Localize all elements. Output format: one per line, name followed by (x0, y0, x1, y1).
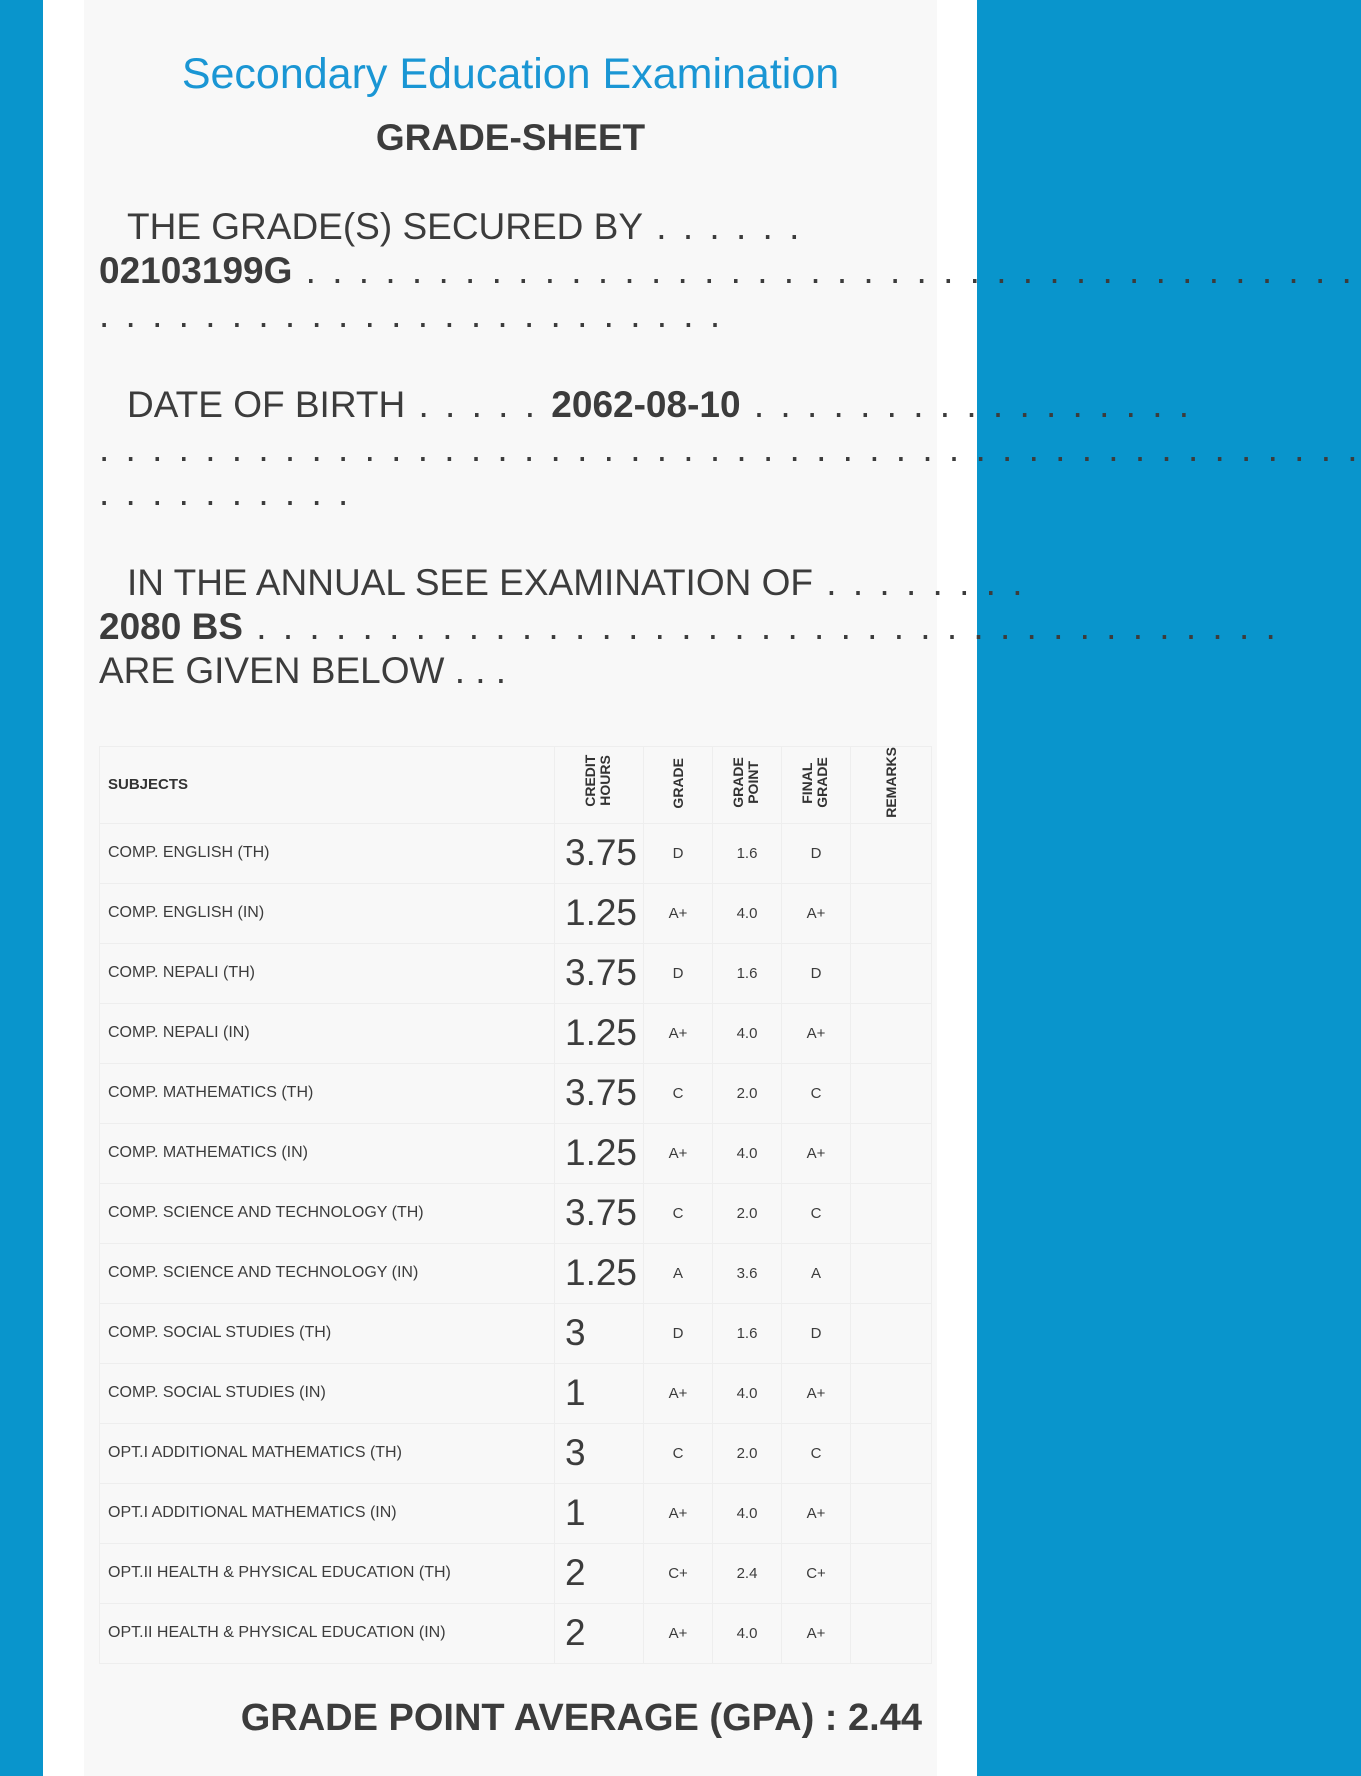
subject-cell: COMP. SOCIAL STUDIES (TH) (100, 1303, 555, 1363)
credit-hours-cell: 1 (555, 1363, 644, 1423)
grade-cell: C (644, 1183, 713, 1243)
credit-hours-cell: 3.75 (555, 943, 644, 1003)
remarks-cell (851, 1123, 932, 1183)
remarks-cell (851, 1303, 932, 1363)
remarks-cell (851, 1603, 932, 1663)
grade-cell: D (644, 823, 713, 883)
subject-cell: COMP. MATHEMATICS (TH) (100, 1063, 555, 1123)
grade-point-cell: 1.6 (713, 823, 782, 883)
credit-hours-cell: 1.25 (555, 1123, 644, 1183)
exam-label: IN THE ANNUAL SEE EXAMINATION OF (127, 562, 813, 603)
credit-hours-cell: 3.75 (555, 1183, 644, 1243)
grade-point-cell: 4.0 (713, 1483, 782, 1543)
grade-cell: A+ (644, 883, 713, 943)
grade-cell: A+ (644, 1123, 713, 1183)
credit-hours-cell: 3 (555, 1303, 644, 1363)
exam-section: IN THE ANNUAL SEE EXAMINATION OF . . . . . . . . 2080 BS . . . . . . . . . . . . . . . . . . . . . . . . . . . . . . . . . . . . . . . ARE GIVEN BELOW . . . (99, 562, 1279, 691)
header-credit-hours: CREDIT HOURS (582, 754, 613, 807)
grade-cell: C (644, 1423, 713, 1483)
grade-point-cell: 2.0 (713, 1183, 782, 1243)
credit-hours-cell: 1 (555, 1483, 644, 1543)
final-grade-cell: D (782, 943, 851, 1003)
header-final-grade: FINAL GRADE (799, 757, 830, 809)
final-grade-cell: A+ (782, 883, 851, 943)
credit-hours-cell: 1.25 (555, 883, 644, 943)
table-header-row (100, 747, 932, 824)
grade-point-cell: 2.0 (713, 1063, 782, 1123)
dob-label: DATE OF BIRTH (127, 384, 406, 425)
final-grade-cell: A+ (782, 1483, 851, 1543)
table-row (100, 943, 932, 1003)
grade-cell: A+ (644, 1483, 713, 1543)
grade-point-cell: 4.0 (713, 883, 782, 943)
grade-cell: D (644, 943, 713, 1003)
final-grade-cell: A+ (782, 1363, 851, 1423)
final-grade-cell: A+ (782, 1003, 851, 1063)
final-grade-cell: C (782, 1183, 851, 1243)
remarks-cell (851, 1483, 932, 1543)
table-row (100, 1243, 932, 1303)
table-row (100, 1603, 932, 1663)
subject-cell: OPT.I ADDITIONAL MATHEMATICS (IN) (100, 1483, 555, 1543)
subject-cell: OPT.II HEALTH & PHYSICAL EDUCATION (TH) (100, 1543, 555, 1603)
grade-cell: A+ (644, 1003, 713, 1063)
header-remarks: REMARKS (882, 747, 899, 818)
remarks-cell (851, 1183, 932, 1243)
grade-point-cell: 4.0 (713, 1603, 782, 1663)
credit-hours-cell: 3.75 (555, 823, 644, 883)
final-grade-cell: D (782, 823, 851, 883)
table-row (100, 1303, 932, 1363)
dob-value: 2062-08-10 (551, 384, 741, 425)
grade-cell: A (644, 1243, 713, 1303)
table-row (100, 1183, 932, 1243)
grade-point-cell: 1.6 (713, 943, 782, 1003)
table-row (100, 883, 932, 943)
subject-cell: COMP. SCIENCE AND TECHNOLOGY (TH) (100, 1183, 555, 1243)
table-row (100, 1363, 932, 1423)
final-grade-cell: C+ (782, 1543, 851, 1603)
secured-by-label: THE GRADE(S) SECURED BY (127, 206, 644, 247)
credit-hours-cell: 2 (555, 1543, 644, 1603)
final-grade-cell: D (782, 1303, 851, 1363)
subject-cell: COMP. ENGLISH (IN) (100, 883, 555, 943)
credit-hours-cell: 1.25 (555, 1003, 644, 1063)
grade-cell: C (644, 1063, 713, 1123)
remarks-cell (851, 1063, 932, 1123)
exam-year: 2080 BS (99, 606, 243, 647)
header-grade: GRADE (669, 757, 686, 809)
remarks-cell (851, 1003, 932, 1063)
grade-cell: D (644, 1303, 713, 1363)
subject-cell: COMP. ENGLISH (TH) (100, 823, 555, 883)
header-grade-point: GRADE POINT (730, 757, 761, 809)
remarks-cell (851, 823, 932, 883)
grade-cell: C+ (644, 1543, 713, 1603)
secured-by-section: THE GRADE(S) SECURED BY . . . . . . 02103199G . . . . . . . . . . . . . . . . . . . . . . . . . . . . . . . . . . . . . . . . . . . . . . . . . . . . . . . . . . . . . . . . (99, 206, 1355, 335)
grade-point-cell: 4.0 (713, 1363, 782, 1423)
header-subjects: SUBJECTS (100, 747, 555, 824)
final-grade-cell: C (782, 1423, 851, 1483)
table-row (100, 823, 932, 883)
grades-table-body (100, 823, 932, 1663)
subject-cell: COMP. NEPALI (TH) (100, 943, 555, 1003)
subject-cell: COMP. SOCIAL STUDIES (IN) (100, 1363, 555, 1423)
subject-cell: OPT.II HEALTH & PHYSICAL EDUCATION (IN) (100, 1603, 555, 1663)
exam-title: Secondary Education Examination (181, 50, 840, 98)
remarks-cell (851, 943, 932, 1003)
sheet-subtitle: GRADE-SHEET (375, 117, 646, 158)
table-row (100, 1123, 932, 1183)
grade-point-cell: 1.6 (713, 1303, 782, 1363)
credit-hours-cell: 3 (555, 1423, 644, 1483)
credit-hours-cell: 2 (555, 1603, 644, 1663)
gpa-summary (241, 1697, 922, 1740)
table-row (100, 1543, 932, 1603)
symbol-number: 02103199G (99, 250, 293, 291)
table-row (100, 1003, 932, 1063)
table-row (100, 1063, 932, 1123)
remarks-cell (851, 1543, 932, 1603)
table-row (100, 1423, 932, 1483)
credit-hours-cell: 1.25 (555, 1243, 644, 1303)
grades-table (99, 746, 932, 1664)
subject-cell: OPT.I ADDITIONAL MATHEMATICS (TH) (100, 1423, 555, 1483)
grade-cell: A+ (644, 1363, 713, 1423)
remarks-cell (851, 1423, 932, 1483)
subject-cell: COMP. MATHEMATICS (IN) (100, 1123, 555, 1183)
remarks-cell (851, 883, 932, 943)
final-grade-cell: C (782, 1063, 851, 1123)
exam-tail: ARE GIVEN BELOW . . . (99, 650, 507, 691)
dob-section: DATE OF BIRTH . . . . . 2062-08-10 . . . . . . . . . . . . . . . . . . . . . . . . . . . . . . . . . . . . . . . . . . . . . . . . . . . . . . . . . . . . . . . . . . . . . . . . . . . (99, 384, 1361, 513)
grade-point-cell: 4.0 (713, 1003, 782, 1063)
grade-cell: A+ (644, 1603, 713, 1663)
subject-cell: COMP. SCIENCE AND TECHNOLOGY (IN) (100, 1243, 555, 1303)
final-grade-cell: A (782, 1243, 851, 1303)
grade-sheet (84, 0, 1361, 1776)
remarks-cell (851, 1363, 932, 1423)
gpa-label: GRADE POINT AVERAGE (GPA) : (240, 1697, 838, 1739)
final-grade-cell: A+ (782, 1603, 851, 1663)
final-grade-cell: A+ (782, 1123, 851, 1183)
grade-point-cell: 2.4 (713, 1543, 782, 1603)
subject-cell: COMP. NEPALI (IN) (100, 1003, 555, 1063)
gpa-value: 2.44 (848, 1697, 922, 1739)
grade-point-cell: 2.0 (713, 1423, 782, 1483)
grade-point-cell: 3.6 (713, 1243, 782, 1303)
grade-point-cell: 4.0 (713, 1123, 782, 1183)
page-frame (43, 0, 1361, 1776)
remarks-cell (851, 1243, 932, 1303)
credit-hours-cell: 3.75 (555, 1063, 644, 1123)
table-row (100, 1483, 932, 1543)
